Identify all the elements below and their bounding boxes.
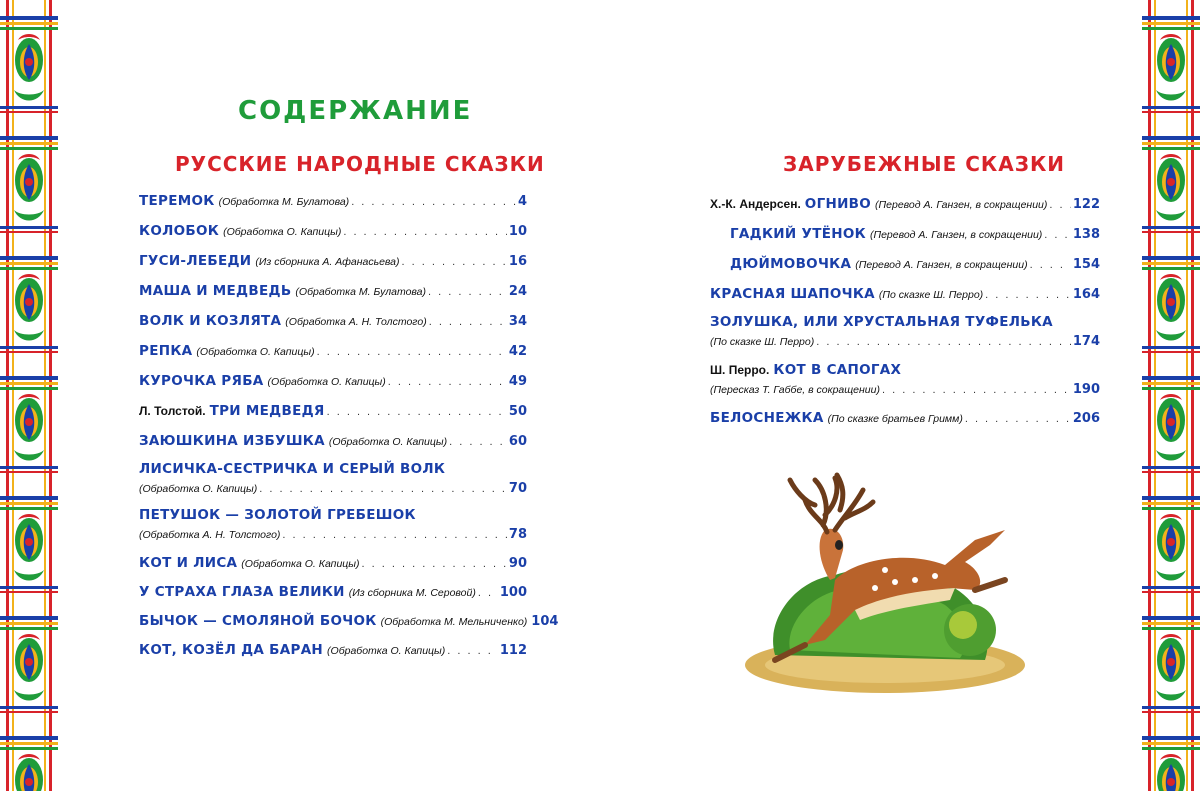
entry-page: 164 <box>1072 287 1100 302</box>
entry-title: КОЛОБОК <box>139 223 220 239</box>
toc-entry[interactable] <box>139 642 527 658</box>
dot-leader <box>388 376 507 388</box>
dot-leader <box>1049 199 1070 211</box>
entry-note: (По сказке братьев Гримм) <box>827 413 963 425</box>
toc-entry[interactable] <box>710 286 1100 302</box>
entry-author: Ш. Перро. <box>710 363 770 377</box>
toc-entry[interactable] <box>139 584 527 600</box>
entry-title: БЫЧОК — СМОЛЯНОЙ БОЧОК <box>139 613 377 629</box>
entry-note: (Обработка О. Капицы) <box>327 645 446 657</box>
entry-title: ЗОЛУШКА, ИЛИ ХРУСТАЛЬНАЯ ТУФЕЛЬКА <box>710 314 1053 330</box>
entry-note: (По сказке Ш. Перро) <box>710 336 815 348</box>
entry-note: (Перевод А. Ганзен, в сокращении) <box>869 229 1043 241</box>
entry-title: ОГНИВО <box>804 196 872 212</box>
entry-title: КУРОЧКА РЯБА <box>139 373 264 389</box>
entry-title: МАША И МЕДВЕДЬ <box>139 283 292 299</box>
toc-entry-cont <box>139 527 527 542</box>
dot-leader <box>1044 229 1071 241</box>
entry-author: Л. Толстой. <box>139 404 206 418</box>
entry-page: 206 <box>1072 411 1100 426</box>
toc-entry[interactable] <box>139 313 527 329</box>
dot-leader <box>816 336 1071 348</box>
entry-title: ЛИСИЧКА-СЕСТРИЧКА И СЕРЫЙ ВОЛК <box>139 461 446 477</box>
entry-note: (Обработка О. Капицы) <box>267 376 386 388</box>
dot-leader <box>447 645 498 657</box>
entry-title: КРАСНАЯ ШАПОЧКА <box>710 286 875 302</box>
dot-leader <box>402 256 507 268</box>
dot-leader <box>317 346 507 358</box>
entry-note: (Обработка М. Булатова) <box>218 196 350 208</box>
dot-leader <box>882 384 1071 396</box>
toc-entry[interactable] <box>710 196 1100 212</box>
dot-leader <box>362 558 507 570</box>
entry-note: (Перевод А. Ганзен, в сокращении) <box>855 259 1028 271</box>
dot-leader <box>985 289 1071 301</box>
toc-foreign <box>710 196 1100 436</box>
toc-entry-cont <box>139 481 527 496</box>
dot-leader <box>351 196 516 208</box>
entry-page: 174 <box>1072 334 1100 349</box>
entry-page: 24 <box>508 284 527 299</box>
entry-title: КОТ, КОЗЁЛ ДА БАРАН <box>139 642 324 658</box>
entry-page: 90 <box>508 556 527 571</box>
dot-leader <box>1030 259 1071 271</box>
toc-entry[interactable] <box>730 226 1100 242</box>
entry-title: ГАДКИЙ УТЁНОК <box>730 226 866 242</box>
toc-entry[interactable] <box>139 373 527 389</box>
contents-heading: СОДЕРЖАНИЕ <box>238 96 473 126</box>
entry-page: 78 <box>508 527 527 542</box>
entry-note: (Пересказ Т. Габбе, в сокращении) <box>710 384 880 396</box>
entry-title: ДЮЙМОВОЧКА <box>730 256 852 272</box>
entry-note: (Из сборника А. Афанасьева) <box>255 256 400 268</box>
section-heading-russian: РУССКИЕ НАРОДНЫЕ СКАЗКИ <box>175 152 545 176</box>
entry-page: 190 <box>1072 382 1100 397</box>
dot-leader <box>478 587 498 599</box>
entry-title: КОТ В САПОГАХ <box>773 362 902 378</box>
toc-entry[interactable] <box>139 193 527 209</box>
entry-note: (Обработка О. Капицы) <box>328 436 448 448</box>
entry-title: ЗАЮШКИНА ИЗБУШКА <box>139 433 325 449</box>
entry-note: (Перевод А. Ганзен, в сокращении) <box>875 199 1048 211</box>
entry-page: 104 <box>531 614 559 629</box>
entry-page: 16 <box>508 254 527 269</box>
entry-title: КОТ И ЛИСА <box>139 555 238 571</box>
dot-leader <box>259 483 507 495</box>
dot-leader <box>965 413 1071 425</box>
entry-page: 138 <box>1072 227 1100 242</box>
entry-page: 122 <box>1072 197 1100 212</box>
entry-title: ВОЛК И КОЗЛЯТА <box>139 313 282 329</box>
entry-page: 42 <box>508 344 527 359</box>
entry-note: (Обработка А. Н. Толстого) <box>139 529 281 541</box>
dot-leader <box>282 529 506 541</box>
toc-entry[interactable] <box>139 555 527 571</box>
toc-entry[interactable] <box>139 613 559 629</box>
entry-title: ТЕРЕМОК <box>139 193 215 209</box>
entry-note: (Обработка О. Капицы) <box>139 483 258 495</box>
dot-leader <box>449 436 507 448</box>
toc-entry[interactable] <box>710 362 1100 378</box>
dot-leader <box>343 226 507 238</box>
entry-page: 154 <box>1072 257 1100 272</box>
entry-note: (Обработка О. Капицы) <box>196 346 315 358</box>
toc-entry[interactable] <box>139 253 527 269</box>
toc-entry[interactable] <box>139 343 527 359</box>
entry-author: Х.-К. Андерсен. <box>710 197 801 211</box>
entry-title: ПЕТУШОК — ЗОЛОТОЙ ГРЕБЕШОК <box>139 507 416 523</box>
dot-leader <box>327 406 507 418</box>
entry-note: (По сказке Ш. Перро) <box>878 289 984 301</box>
folk-ornament-border-right <box>1142 0 1200 791</box>
entry-page: 34 <box>508 314 527 329</box>
dot-leader <box>429 316 507 328</box>
entry-note: (Из сборника М. Серовой) <box>348 587 476 599</box>
toc-entry[interactable] <box>139 507 527 523</box>
toc-entry[interactable] <box>139 283 527 299</box>
entry-title: ГУСИ-ЛЕБЕДИ <box>139 253 252 269</box>
section-heading-foreign: ЗАРУБЕЖНЫЕ СКАЗКИ <box>783 152 1066 176</box>
entry-title: ТРИ МЕДВЕДЯ <box>209 403 325 419</box>
entry-note: (Обработка М. Булатова) <box>295 286 427 298</box>
toc-entry[interactable] <box>710 314 1100 330</box>
entry-page: 10 <box>508 224 527 239</box>
entry-page: 49 <box>508 374 527 389</box>
entry-note: (Обработка О. Капицы) <box>223 226 342 238</box>
entry-title: У СТРАХА ГЛАЗА ВЕЛИКИ <box>139 584 345 600</box>
entry-page: 112 <box>499 643 527 658</box>
entry-page: 100 <box>499 585 527 600</box>
toc-russian <box>139 193 559 663</box>
entry-page: 70 <box>508 481 527 496</box>
entry-note: (Обработка М. Мельниченко) <box>380 616 528 628</box>
toc-entry-cont <box>710 334 1100 349</box>
entry-title: БЕЛОСНЕЖКА <box>710 410 824 426</box>
dot-leader <box>428 286 507 298</box>
toc-entry[interactable] <box>730 256 1100 272</box>
toc-entry[interactable] <box>139 461 527 477</box>
folk-ornament-border-left <box>0 0 58 791</box>
toc-entry[interactable] <box>139 223 527 239</box>
entry-note: (Обработка О. Капицы) <box>241 558 360 570</box>
toc-entry[interactable] <box>139 403 527 419</box>
entry-page: 50 <box>508 404 527 419</box>
toc-entry[interactable] <box>139 433 527 449</box>
entry-title: РЕПКА <box>139 343 193 359</box>
entry-note: (Обработка А. Н. Толстого) <box>285 316 427 328</box>
toc-entry-cont <box>710 382 1100 397</box>
toc-entry[interactable] <box>710 410 1100 426</box>
entry-page: 4 <box>517 194 527 209</box>
entry-page: 60 <box>508 434 527 449</box>
deer-illustration <box>735 470 1035 700</box>
